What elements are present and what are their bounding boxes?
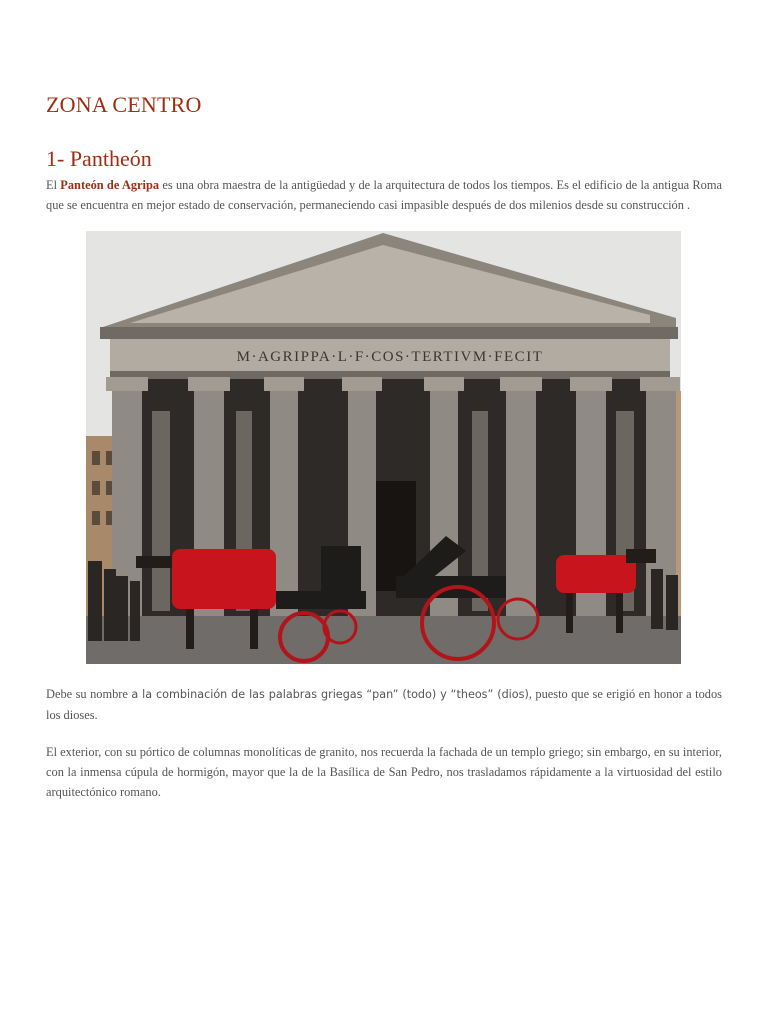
name-rest: , puesto que se erigió en honor a todos los dioses. bbox=[46, 687, 722, 722]
name-lead: Debe su nombre bbox=[46, 687, 132, 701]
section-title: ZONA CENTRO bbox=[46, 92, 202, 117]
intro-rest: es una obra maestra de la antigüedad y de la arquitectura de todos los tiempos. Es el edificio de la antigua Roma que se encuentra en mejor estado de conservación, permaneciendo casi impasible después de dos milenios desde su construcción . bbox=[46, 178, 723, 212]
pantheon-highlight: Panteón de Agripa bbox=[60, 178, 160, 192]
intro-paragraph bbox=[46, 175, 722, 215]
inscription-text: M·AGRIPPA·L·F·COS·TERTIVM·FECIT bbox=[236, 349, 544, 365]
subsection-title: 1- Pantheón bbox=[46, 146, 152, 171]
pantheon-photo bbox=[86, 231, 681, 664]
name-etymology: a la combinación de las palabras griegas “pan” (todo) y “theos” (dios) bbox=[131, 688, 529, 701]
exterior-paragraph: El exterior, con su pórtico de columnas monolíticas de granito, nos recuerda la fachada de un templo griego; sin embargo, en su interior, con la inmensa cúpula de hormigón, mayor que la de la Basílica de San Pedro, nos trasladamos rápidamente a la virtuosidad del estilo arquitectónico romano. bbox=[46, 745, 722, 799]
name-paragraph bbox=[46, 684, 722, 725]
intro-lead: El bbox=[46, 178, 61, 192]
